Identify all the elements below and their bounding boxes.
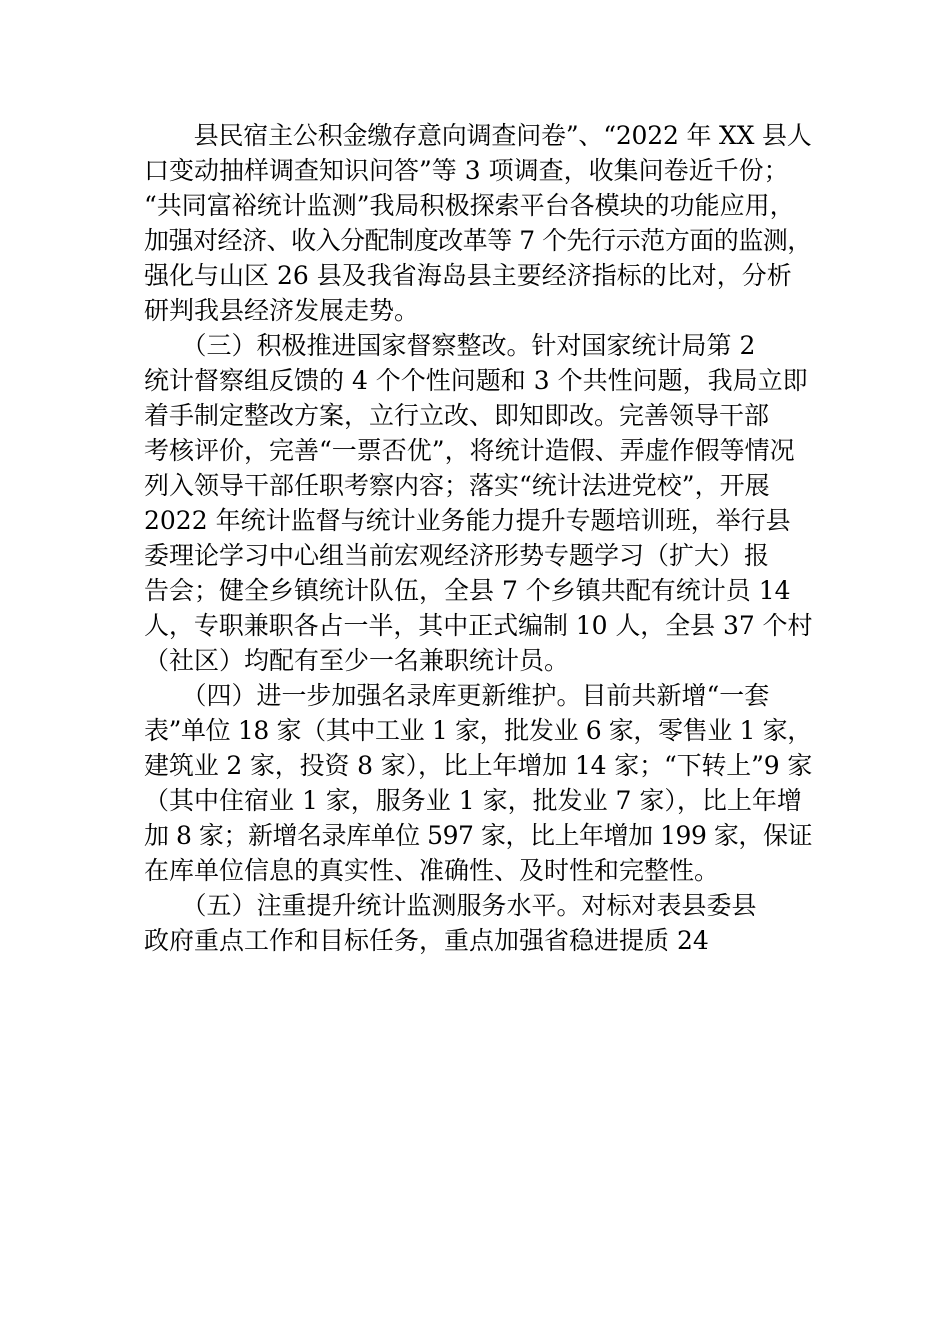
text-line: 县民宿主公积金缴存意向调查问卷”、“2022 年 XX 县人 <box>144 121 812 150</box>
text-line: 统计督察组反馈的 4 个个性问题和 3 个共性问题，我局立即 <box>144 366 808 395</box>
text-line: 人，专职兼职各占一半，其中正式编制 10 人，全县 37 个村 <box>144 611 813 640</box>
paragraph-section-four <box>144 678 812 888</box>
text-line: （四）进一步加强名录库更新维护。目前共新增“一套 <box>144 681 770 710</box>
paragraph-section-three <box>144 328 812 678</box>
text-line: 强化与山区 26 县及我省海岛县主要经济指标的比对，分析 <box>144 261 792 290</box>
text-line: 2022 年统计监督与统计业务能力提升专题培训班，举行县 <box>144 506 791 535</box>
text-line: （五）注重提升统计监测服务水平。对标对表县委县 <box>144 891 757 920</box>
document-page <box>144 118 812 958</box>
paragraph-section-five <box>144 888 812 958</box>
text-line: （社区）均配有至少一名兼职统计员。 <box>144 646 570 675</box>
text-line: 加强对经济、收入分配制度改革等 7 个先行示范方面的监测， <box>144 226 812 255</box>
text-line: 政府重点工作和目标任务，重点加强省稳进提质 24 <box>144 926 709 955</box>
paragraph-survey-monitoring <box>144 118 812 328</box>
text-line: 列入领导干部任职考察内容；落实“统计法进党校”，开展 <box>144 471 770 500</box>
text-line: “共同富裕统计监测”我局积极探索平台各模块的功能应用， <box>144 191 795 220</box>
text-line: 表”单位 18 家（其中工业 1 家，批发业 6 家，零售业 1 家， <box>144 716 812 745</box>
text-line: 加 8 家；新增名录库单位 597 家，比上年增加 199 家，保证 <box>144 821 813 850</box>
text-line: 在库单位信息的真实性、准确性、及时性和完整性。 <box>144 856 720 885</box>
text-line: 告会；健全乡镇统计队伍，全县 7 个乡镇共配有统计员 14 <box>144 576 791 605</box>
text-line: 考核评价，完善“一票否优”，将统计造假、弄虚作假等情况 <box>144 436 795 465</box>
text-line: 建筑业 2 家，投资 8 家），比上年增加 14 家；“下转上”9 家 <box>144 751 813 780</box>
text-line: 着手制定整改方案，立行立改、即知即改。完善领导干部 <box>144 401 770 430</box>
text-line: 研判我县经济发展走势。 <box>144 296 420 325</box>
text-line: 委理论学习中心组当前宏观经济形势专题学习（扩大）报 <box>144 541 770 570</box>
text-line: （其中住宿业 1 家，服务业 1 家，批发业 7 家），比上年增 <box>144 786 802 815</box>
text-line: 口变动抽样调查知识问答”等 3 项调查，收集问卷近千份； <box>144 156 789 185</box>
text-line: （三）积极推进国家督察整改。针对国家统计局第 2 <box>144 331 756 360</box>
